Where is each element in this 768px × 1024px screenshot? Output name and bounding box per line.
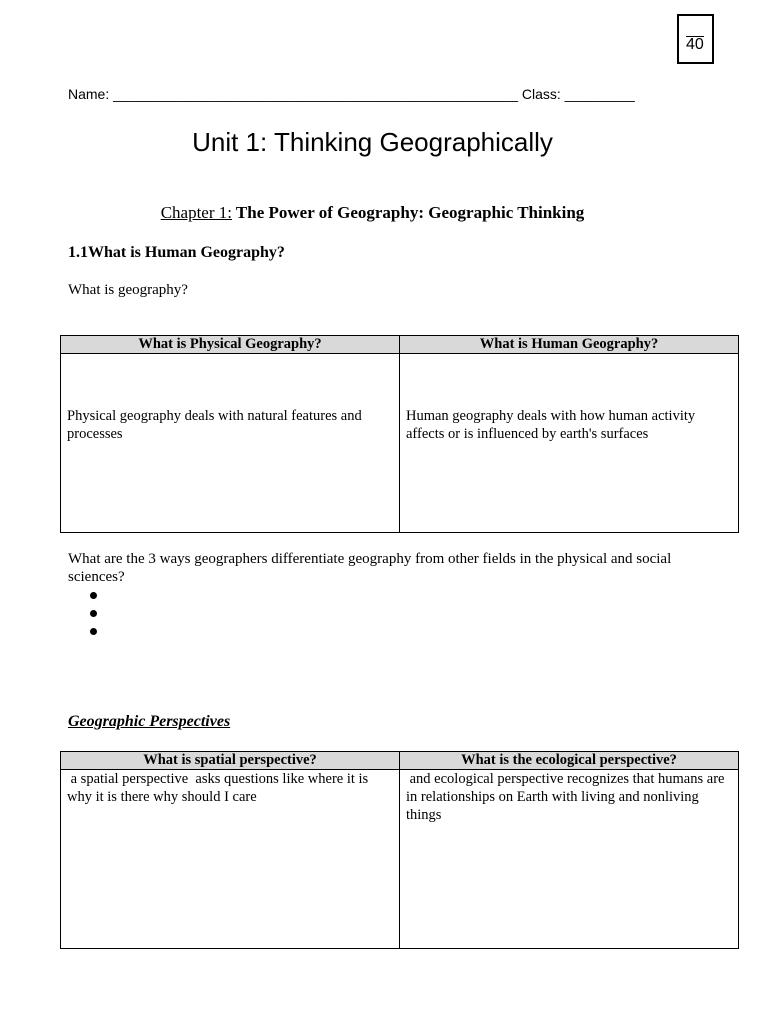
bullet-icon <box>90 628 97 635</box>
table-header-human: What is Human Geography? <box>400 336 739 354</box>
answer-text-ecological: and ecological perspective recognizes that humans are in relationships on Earth with living and nonliving things <box>406 771 729 823</box>
chapter-heading <box>0 203 745 223</box>
chapter-title: The Power of Geography: Geographic Thinking <box>231 203 585 222</box>
table-header-physical: What is Physical Geography? <box>61 336 400 354</box>
answer-text-spatial: a spatial perspective asks questions like where it is why it is there why should I care <box>67 771 372 805</box>
answer-cell-physical[interactable] <box>61 354 400 533</box>
table-header-spatial: What is spatial perspective? <box>61 752 400 770</box>
answer-text-human: Human geography deals with how human activity affects or is influenced by earth's surfaces <box>406 408 696 442</box>
answer-cell-human[interactable] <box>400 354 739 533</box>
unit-title: Unit 1: Thinking Geographically <box>192 127 553 157</box>
table-header-ecological: What is the ecological perspective? <box>400 752 739 770</box>
name-class-line: Name: ____________________________________________________ Class: _________ <box>68 86 635 102</box>
question-what-is-geography: What is geography? <box>68 282 188 298</box>
score-value: 40 <box>686 36 704 53</box>
bullet-icon <box>90 592 97 599</box>
chapter-label: Chapter 1: <box>160 203 232 222</box>
perspectives-heading: Geographic Perspectives <box>68 713 231 730</box>
score-box <box>677 14 714 64</box>
question-three-ways: What are the 3 ways geographers differentiate geography from other fields in the physical and social sciences? <box>68 551 672 585</box>
answer-text-physical: Physical geography deals with natural features and processes <box>67 408 362 442</box>
section-title: 1.1What is Human Geography? <box>68 244 285 261</box>
answer-cell-spatial[interactable] <box>61 770 400 949</box>
perspectives-table <box>60 751 739 949</box>
bullet-icon <box>90 610 97 617</box>
geography-types-table <box>60 335 739 533</box>
answer-cell-ecological[interactable] <box>400 770 739 949</box>
